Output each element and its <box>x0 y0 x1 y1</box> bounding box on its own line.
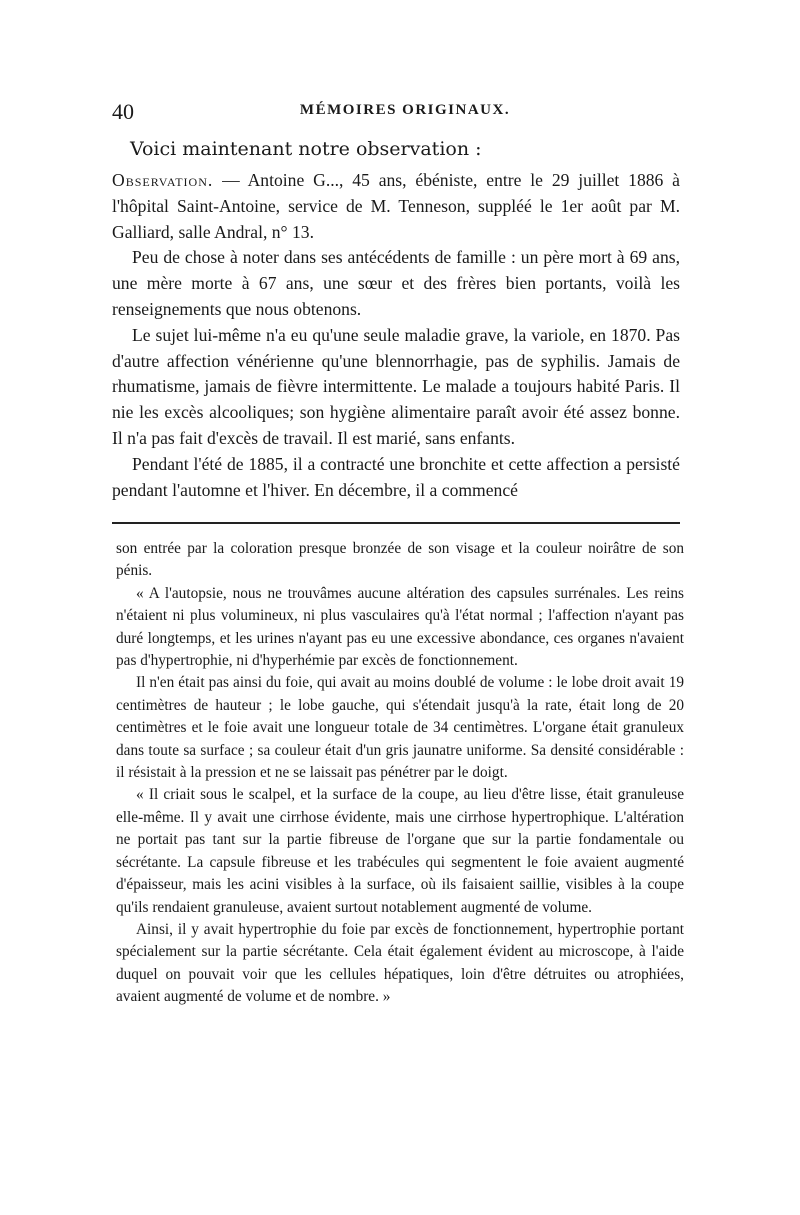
footnote-paragraph: Il n'en était pas ainsi du foie, qui avait au moins doublé de volume : le lobe droit avait 19 centimètres de hauteur ; le lobe gauche, qui s'étendait jusqu'à la rate, était long de 20 centimètres et le foie avait une longueur totale de 34 centimètres. L'organe était granuleux dans toute sa surface ; sa couleur était d'un gris jaunatre uniforme. Sa densité considérable : il résistait à la pression et ne se laissait pas pénétrer par le doigt. <box>116 674 684 782</box>
page-number: 40 <box>112 99 134 124</box>
running-title: MÉMOIRES ORIGINAUX. <box>299 102 511 118</box>
main-paragraph: Le sujet lui-même n'a eu qu'une seule maladie grave, la variole, en 1870. Pas d'autre affection vénérienne qu'une blennorrhagie, pas de syphilis. Jamais de rhumatisme, jamais de fièvre intermittente. Le malade a toujours habité Paris. Il nie les excès alcooliques; son hygiène alimentaire paraît avoir été assez bonne. Il n'a pas fait d'excès de travail. Il est marié, sans enfants. <box>112 324 680 448</box>
footnote-continuation: son entrée par la coloration presque bronzée de son visage et la couleur noirâtre de son pénis. <box>116 540 684 580</box>
main-paragraph: Pendant l'été de 1885, il a contracté une bronchite et cette affection a persisté pendant l'automne et l'hiver. En décembre, il a commencé <box>112 453 680 500</box>
observation-paragraph <box>112 168 680 245</box>
observation-text: — Antoine G..., 45 ans, ébéniste, entre le 29 juillet 1886 à l'hôpital Saint-Antoine, service de M. Tenneson, suppléé le 1er août par M. Galliard, salle Andral, n° 13. <box>112 170 680 242</box>
footnotes <box>116 538 684 1009</box>
footnote-paragraph: « A l'autopsie, nous ne trouvâmes aucune altération des capsules surrénales. Les reins n'étaient ni plus volumineux, ni plus vasculaires qu'à l'état normal ; l'affection n'ayant pas duré longtemps, et les urines n'ayant pas eu une excessive abondance, ces organes n'avaient pas d'hypertrophie, ni d'hyperhémie par excès de fonctionnement. <box>116 584 684 670</box>
observation-label: Observation. <box>112 170 214 190</box>
page-header <box>112 98 698 126</box>
footnote-paragraph: « Il criait sous le scalpel, et la surface de la coupe, au lieu d'être lisse, était granuleuse elle-même. Il y avait une cirrhose évidente, mais une cirrhose hypertrophique. L'altération ne portait pas tant sur la partie fibreuse de l'organe que sur la partie fondamentale ou sécrétante. La capsule fibreuse et les trabécules qui segmentent le foie avaient augmenté d'épaisseur, mais les acini visibles à la surface, où ils faisaient saillie, visibles à la coupe qu'ils rendaient granuleuse, avaient surtout notablement augmenté de volume. <box>116 786 684 916</box>
intro-line: Voici maintenant notre observation : <box>130 138 482 160</box>
main-text <box>112 168 680 503</box>
main-paragraph: Peu de chose à noter dans ses antécédents de famille : un père mort à 69 ans, une mère morte à 67 ans, une sœur et des frères bien portants, voilà les renseignements que nous obtenons. <box>112 247 680 319</box>
footnote-paragraph: Ainsi, il y avait hypertrophie du foie par excès de fonctionnement, hypertrophie portant spécialement sur la partie sécrétante. Cela était également évident au microscope, à l'aide duquel on pouvait voir que les cellules hépatiques, loin d'être détruites ou atrophiées, avaient augmenté de volume et de nombre. » <box>116 920 684 1006</box>
footnote-divider <box>112 522 680 524</box>
